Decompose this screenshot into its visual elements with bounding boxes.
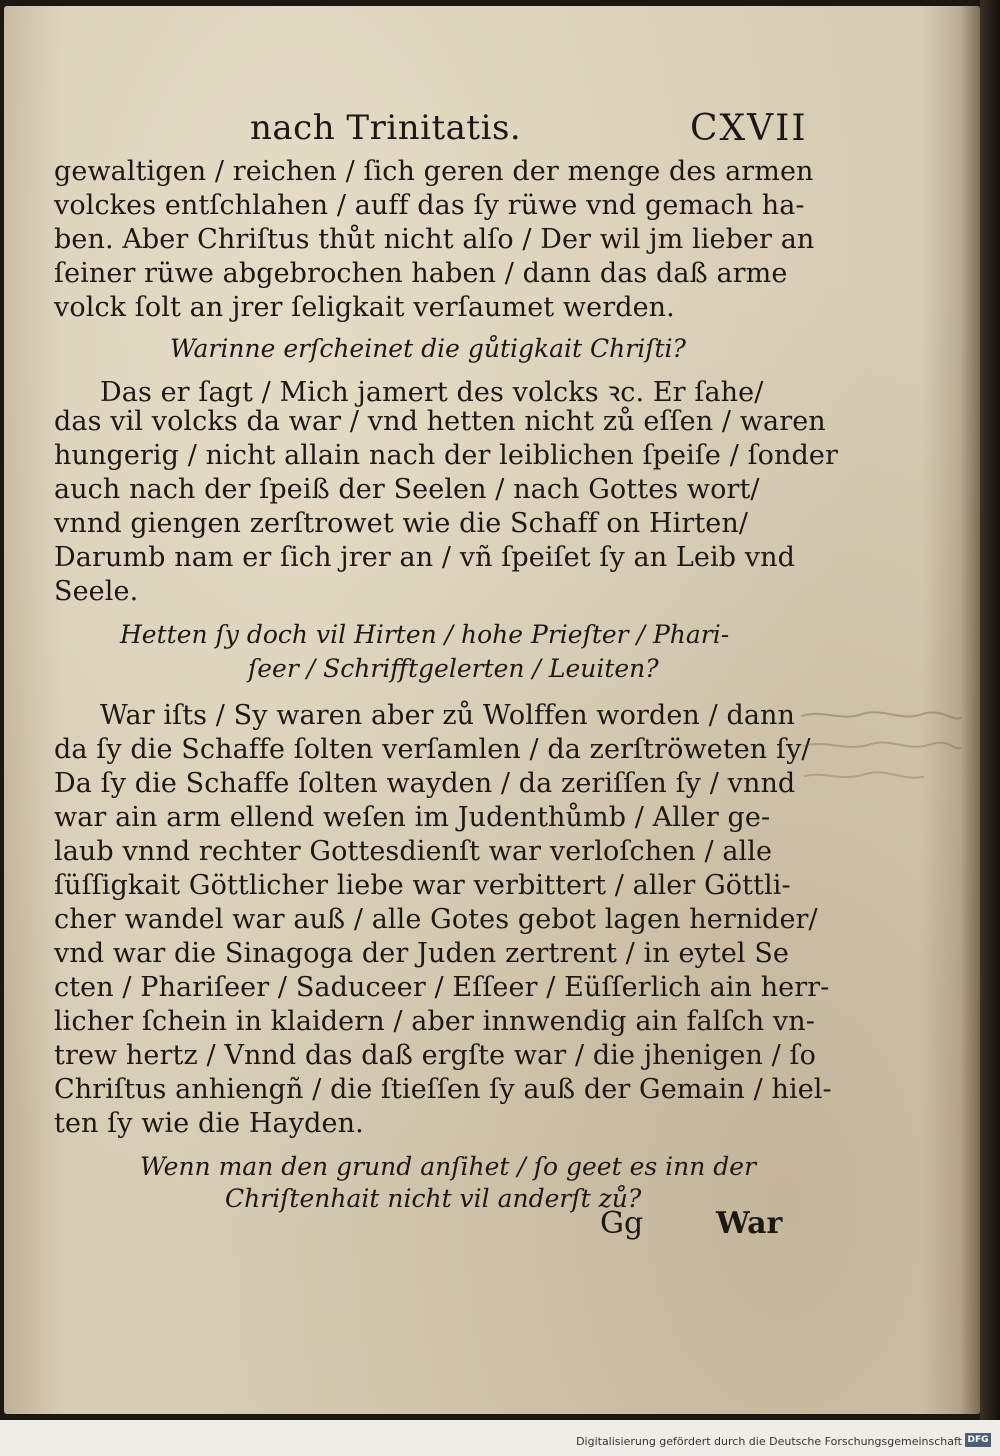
paragraph-2-line: auch nach der ſpeiß der Seelen / nach Gottes wort/ <box>54 474 760 505</box>
folio-number: CXVII <box>690 108 808 149</box>
digitization-credit: Digitalisierung gefördert durch die Deutsche Forschungsgemeinschaft <box>576 1435 962 1448</box>
dfg-logo: DFG <box>965 1433 991 1447</box>
paragraph-2-line: Seele. <box>54 576 139 607</box>
paragraph-2-line: vnnd giengen zerſtrowet wie die Schaff on Hirten/ <box>54 508 749 539</box>
paragraph-2-line: das vil volcks da war / vnd hetten nicht zů eſſen / waren <box>54 406 826 437</box>
paragraph-3-line: cten / Phariſeer / Saduceer / Eſſeer / Eüſſerlich ain herr- <box>54 972 830 1003</box>
paragraph-3-line: ten ſy wie die Hayden. <box>54 1108 364 1139</box>
paragraph-2-line: Darumb nam er ſich jrer an / vñ ſpeiſet ſy an Leib vnd <box>54 542 796 573</box>
paragraph-1-line: volckes entſchlahen / auff das ſy rüwe vnd gemach ha- <box>54 190 805 221</box>
signature-mark: Gg <box>600 1206 644 1241</box>
paragraph-3-line: cher wandel war auß / alle Gotes gebot lagen hernider/ <box>54 904 818 935</box>
paragraph-1-line: ben. Aber Chriſtus thůt nicht alſo / Der wil jm lieber an <box>54 224 815 255</box>
paragraph-3-line: Chriſtus anhiengñ / die ſtieſſen ſy auß der Gemain / hiel- <box>54 1074 832 1105</box>
question-heading: Warinne erſcheinet die gůtigkait Chriſti? <box>170 334 686 363</box>
paragraph-3-line: Da ſy die Schaffe ſolten wayden / da zeriſſen ſy / vnnd <box>54 768 796 799</box>
question-heading: Chriſtenhait nicht vil anderſt zů? <box>225 1184 642 1213</box>
paragraph-3-line: ſüſſigkait Göttlicher liebe war verbittert / aller Göttli- <box>54 870 791 901</box>
paragraph-2-line: hungerig / nicht allain nach der leiblichen ſpeiſe / ſonder <box>54 440 838 471</box>
paragraph-3-line: licher ſchein in klaidern / aber innwendig ain falſch vn- <box>54 1006 816 1037</box>
paragraph-3-line: vnd war die Sinagoga der Juden zertrent / in eytel Se <box>54 938 790 969</box>
paragraph-3-line: trew hertz / Vnnd das daß ergſte war / die jhenigen / ſo <box>54 1040 816 1071</box>
paragraph-1-line: ſeiner rüwe abgebrochen haben / dann das daß arme <box>54 258 788 289</box>
question-heading: ſeer / Schrifftgelerten / Leuiten? <box>248 654 659 683</box>
question-heading: Wenn man den grund anſihet / ſo geet es inn der <box>140 1152 757 1181</box>
catchword: War <box>716 1206 783 1241</box>
faded-marginal-handwriting <box>793 702 966 798</box>
paragraph-1-line: gewaltigen / reichen / ſich geren der menge des armen <box>54 156 814 187</box>
scan-background-edge <box>980 0 1000 1420</box>
paragraph-3-line: war ain arm ellend weſen im Judenthůmb / Aller ge- <box>54 802 771 833</box>
paragraph-1-line: volck ſolt an jrer ſeligkait verſaumet werden. <box>54 292 675 323</box>
paragraph-3-line: da ſy die Schaffe ſolten verſamlen / da zerſtröweten ſy/ <box>54 734 811 765</box>
question-heading: Hetten ſy doch vil Hirten / hohe Prieſter / Phari- <box>120 620 730 649</box>
paragraph-3-line: laub vnnd rechter Gottesdienſt war verloſchen / alle <box>54 836 773 867</box>
paragraph-2-line: Das er ſagt / Mich jamert des volcks ꝛc. Er ſahe/ <box>100 377 764 408</box>
paragraph-3-line: War iſts / Sy waren aber zů Wolffen worden / dann <box>100 700 796 731</box>
running-header: nach Trinitatis. <box>250 108 522 148</box>
